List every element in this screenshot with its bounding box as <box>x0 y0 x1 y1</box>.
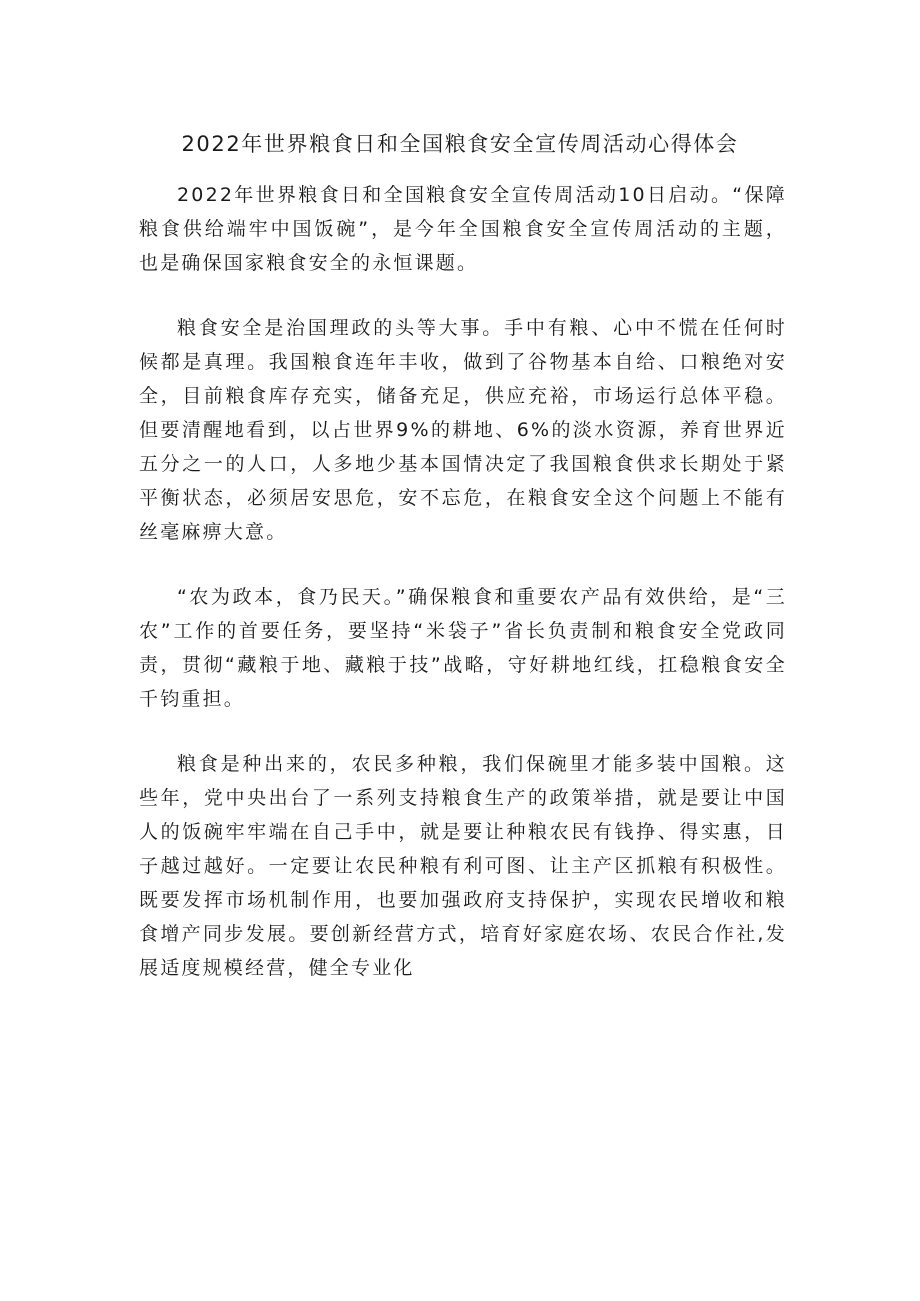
document-title: 2022年世界粮食日和全国粮食安全宣传周活动心得体会 <box>181 132 739 156</box>
paragraph-4: 粮食是种出来的，农民多种粮，我们保碗里才能多装中国粮。这些年，党中央出台了一系列支持粮食生产的政策举措，就是要让中国人的饭碗牢牢端在自己手中，就是要让种粮农民有钱挣、得实惠，日子越过越好。一定要让农民种粮有利可图、让主产区抓粮有积极性。既要发挥市场机制作用，也要加强政府支持保护，实现农民增收和粮食增产同步发展。要创新经营方式，培育好家庭农场、农民合作社,发展适度规模经营，健全专业化 <box>139 753 787 979</box>
paragraph-1: 2022年世界粮食日和全国粮食安全宣传周活动10日启动。“保障粮食供给端牢中国饭碗”，是今年全国粮食安全宣传周活动的主题，也是确保国家粮食安全的永恒课题。 <box>139 184 787 274</box>
document-body <box>139 178 787 1016</box>
paragraph-2: 粮食安全是治国理政的头等大事。手中有粮、心中不慌在任何时候都是真理。我国粮食连年丰收，做到了谷物基本自给、口粮绝对安全，目前粮食库存充实，储备充足，供应充裕，市场运行总体平稳。但要清醒地看到，以占世界9%的耕地、6%的淡水资源，养育世界近五分之一的人口，人多地少基本国情决定了我国粮食供求长期处于紧平衡状态，必须居安思危，安不忘危，在粮食安全这个问题上不能有丝毫麻痹大意。 <box>139 317 787 543</box>
paragraph-3: “农为政本，食乃民天。”确保粮食和重要农产品有效供给，是“三农”工作的首要任务，要坚持“米袋子”省长负责制和粮食安全党政同责，贯彻“藏粮于地、藏粮于技”战略，守好耕地红线，扛稳粮食安全千钧重担。 <box>139 586 787 710</box>
